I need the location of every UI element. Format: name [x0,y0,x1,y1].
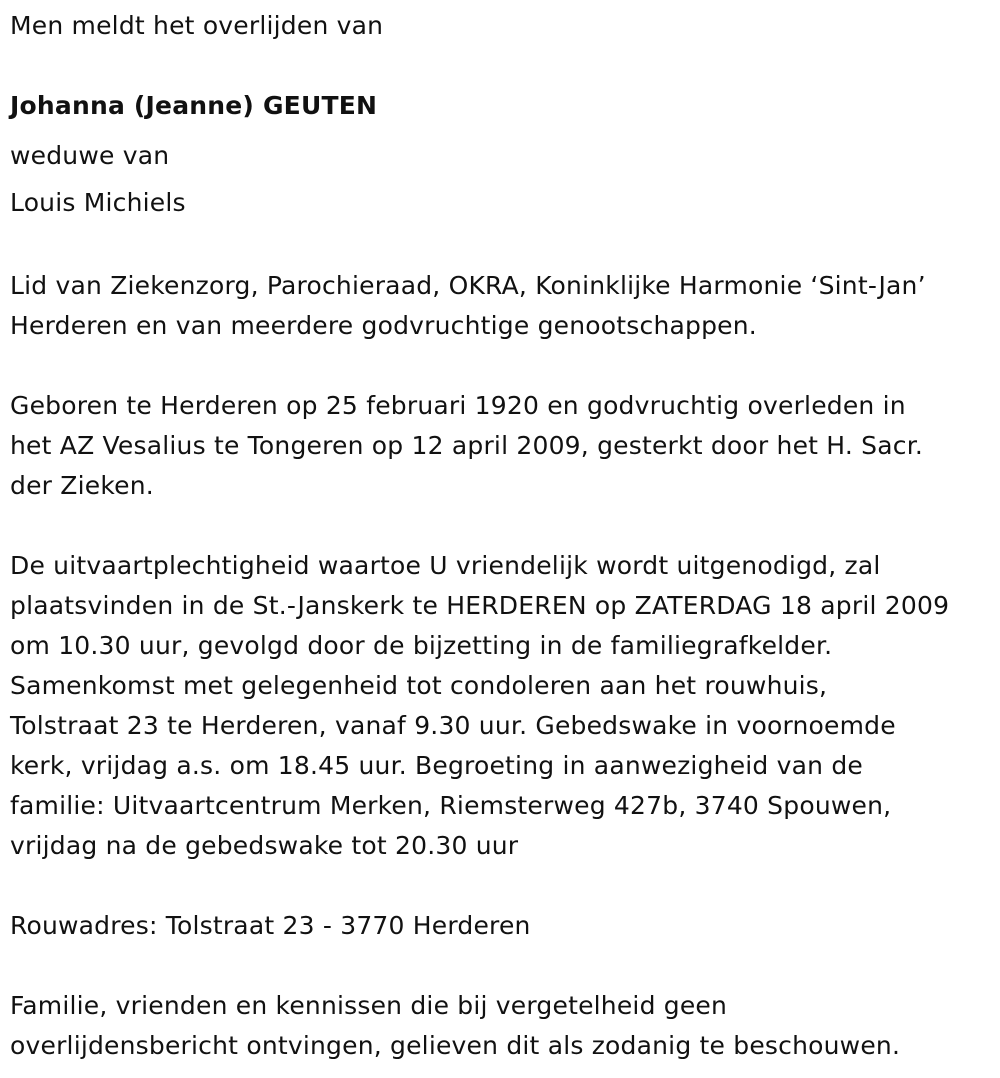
spouse-name: Louis Michiels [10,188,186,217]
mourning-address: Rouwadres: Tolstraat 23 - 3770 Herderen [10,911,531,940]
funeral-line: Tolstraat 23 te Herderen, vanaf 9.30 uur. Gebedswake in voornoemde [10,711,896,740]
funeral-line: familie: Uitvaartcentrum Merken, Riemsterweg 427b, 3740 Spouwen, [10,791,892,820]
membership-paragraph [10,266,990,346]
intro-text: Men meldt het overlijden van [10,11,384,40]
membership-line: Herderen en van meerdere godvruchtige genootschappen. [10,311,757,340]
funeral-line: plaatsvinden in de St.-Janskerk te HERDEREN op ZATERDAG 18 april 2009 [10,591,950,620]
birth-death-line: Geboren te Herderen op 25 februari 1920 en godvruchtig overleden in [10,391,906,420]
birth-death-paragraph [10,386,990,506]
funeral-line: kerk, vrijdag a.s. om 18.45 uur. Begroeting in aanwezigheid van de [10,751,863,780]
funeral-line: De uitvaartplechtigheid waartoe U vriendelijk wordt uitgenodigd, zal [10,551,881,580]
closing-paragraph [10,986,990,1066]
funeral-paragraph [10,546,990,866]
funeral-line: om 10.30 uur, gevolgd door de bijzetting in de familiegrafkelder. [10,631,833,660]
birth-death-line: der Zieken. [10,471,154,500]
birth-death-line: het AZ Vesalius te Tongeren op 12 april 2009, gesterkt door het H. Sacr. [10,431,924,460]
closing-line: Familie, vrienden en kennissen die bij vergetelheid geen [10,991,728,1020]
closing-line: overlijdensbericht ontvingen, gelieven dit als zodanig te beschouwen. [10,1031,901,1060]
deceased-name: Johanna (Jeanne) GEUTEN [10,91,378,120]
relation-text: weduwe van [10,141,170,170]
membership-line: Lid van Ziekenzorg, Parochieraad, OKRA, Koninklijke Harmonie ‘Sint-Jan’ [10,271,926,300]
funeral-line: Samenkomst met gelegenheid tot condoleren aan het rouwhuis, [10,671,828,700]
mourning-address-paragraph [10,906,990,946]
funeral-line: vrijdag na de gebedswake tot 20.30 uur [10,831,519,860]
